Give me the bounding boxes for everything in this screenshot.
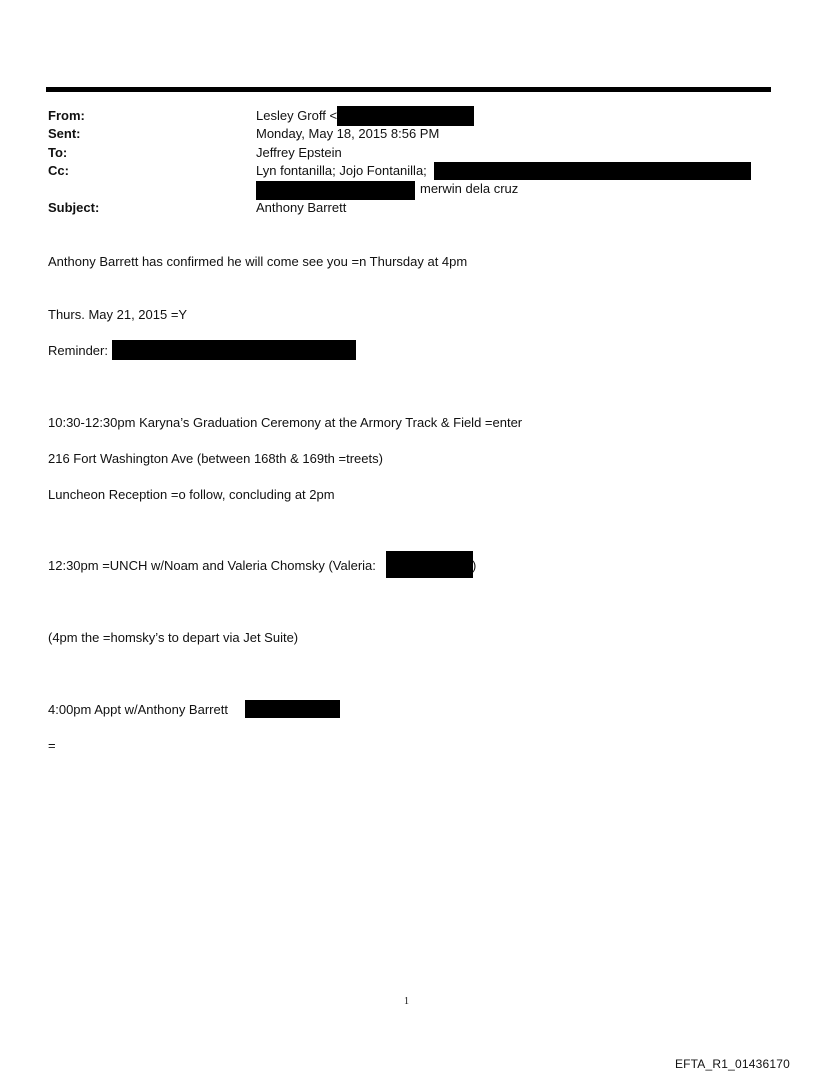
body-line-7: 12:30pm =UNCH w/Noam and Valeria Chomsky (Valeria: <box>48 558 376 573</box>
redaction-from-email <box>337 106 474 126</box>
sent-label: Sent: <box>48 126 81 141</box>
document-id: EFTA_R1_01436170 <box>674 1057 790 1071</box>
redaction-reminder <box>112 340 356 360</box>
cc-label: Cc: <box>48 163 69 178</box>
sent-value: Monday, May 18, 2015 8:56 PM <box>256 126 440 141</box>
body-line-3: Reminder: <box>48 343 108 358</box>
body-line-7-tail: ) <box>472 558 477 573</box>
to-value: Jeffrey Epstein <box>256 145 342 160</box>
body-line-1: Anthony Barrett has confirmed he will come see you =n Thursday at 4pm <box>48 254 468 269</box>
page-number: 1 <box>404 996 409 1007</box>
to-label: To: <box>48 145 68 160</box>
body-line-5: 216 Fort Washington Ave (between 168th & 169th =treets) <box>48 451 383 466</box>
redaction-appt <box>245 700 340 718</box>
redaction-valeria-phone <box>386 551 473 578</box>
subject-label: Subject: <box>48 200 100 215</box>
body-line-2: Thurs. May 21, 2015 =Y <box>48 307 188 322</box>
from-label: From: <box>48 108 85 123</box>
body-line-9: 4:00pm Appt w/Anthony Barrett <box>48 702 228 717</box>
body-line-8: (4pm the =homsky’s to depart via Jet Suite) <box>48 630 299 645</box>
cc-value-line2: merwin dela cruz <box>420 181 519 196</box>
cc-value-line1: Lyn fontanilla; Jojo Fontanilla; <box>256 163 427 178</box>
body-line-6: Luncheon Reception =o follow, concluding at 2pm <box>48 487 335 502</box>
redaction-cc-2 <box>256 181 415 200</box>
from-value: Lesley Groff < <box>256 108 338 123</box>
subject-value: Anthony Barrett <box>256 200 347 215</box>
header-rule <box>46 87 771 92</box>
body-line-4: 10:30-12:30pm Karyna’s Graduation Ceremony at the Armory Track & Field =enter <box>48 415 523 430</box>
body-line-10: = <box>48 738 56 753</box>
redaction-cc-1 <box>434 162 751 180</box>
